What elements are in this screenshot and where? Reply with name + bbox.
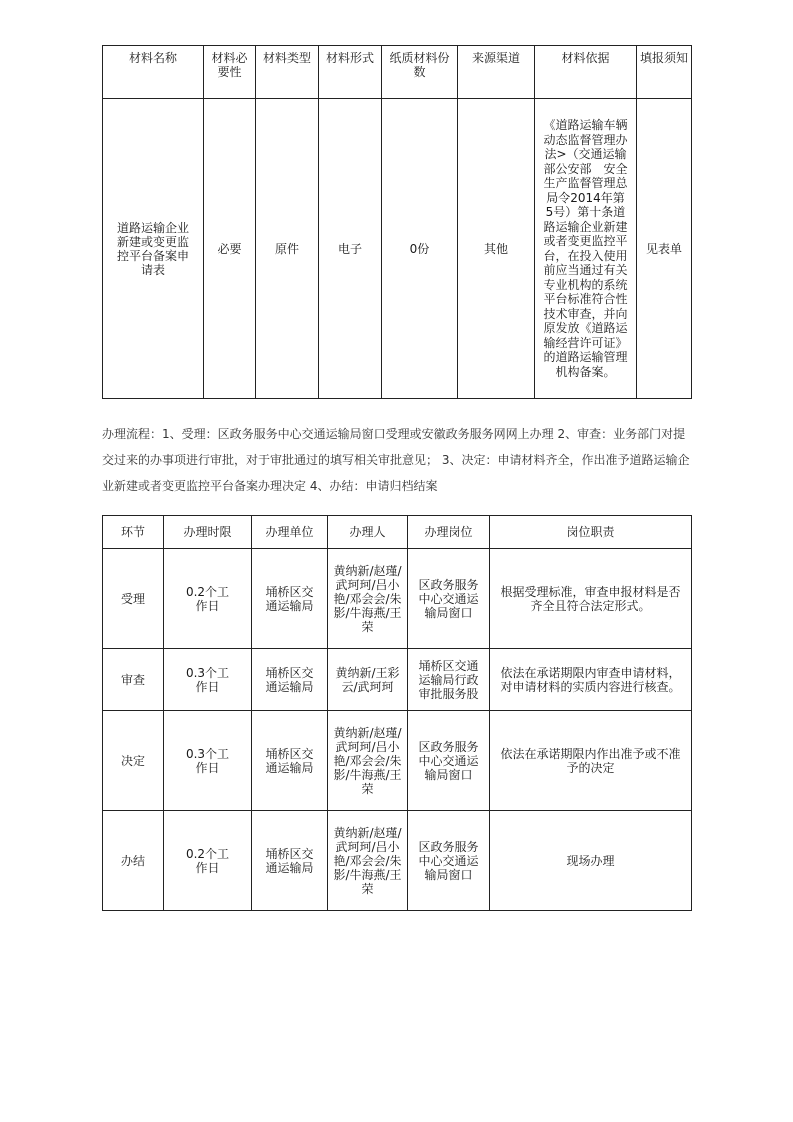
materials-table <box>102 45 692 399</box>
material-basis: 《道路运输车辆动态监督管理办法>（交通运输部公安部 安全生产监督管理总局令2014年第5号）第十条道路运输企业新建或者变更监控平台，在投入使用前应当通过有关专业机构的系统平台标准符合性技术审查，并向原发放《道路运输经营许可证》的道路运输管理机构备案。 <box>535 99 637 399</box>
step-post: 埇桥区交通运输局行政审批服务股 <box>408 649 490 711</box>
step-duty: 根据受理标准，审查申报材料是否齐全且符合法定形式。 <box>490 549 692 649</box>
material-type: 原件 <box>256 99 319 399</box>
step-unit: 埇桥区交通运输局 <box>252 649 328 711</box>
header-necessity: 材料必要性 <box>204 46 256 99</box>
table-row <box>103 811 692 911</box>
material-form: 电子 <box>319 99 382 399</box>
material-notes: 见表单 <box>637 99 692 399</box>
step-stage: 受理 <box>103 549 164 649</box>
step-duty: 依法在承诺期限内作出准予或不准予的决定 <box>490 711 692 811</box>
header-stage: 环节 <box>103 516 164 549</box>
header-duty: 岗位职责 <box>490 516 692 549</box>
step-unit: 埇桥区交通运输局 <box>252 711 328 811</box>
step-post: 区政务服务中心交通运输局窗口 <box>408 811 490 911</box>
header-post: 办理岗位 <box>408 516 490 549</box>
material-paper-copies: 0份 <box>382 99 458 399</box>
step-stage: 审查 <box>103 649 164 711</box>
material-name: 道路运输企业新建或变更监控平台备案申请表 <box>103 99 204 399</box>
header-basis: 材料依据 <box>535 46 637 99</box>
step-unit: 埇桥区交通运输局 <box>252 549 328 649</box>
step-stage: 办结 <box>103 811 164 911</box>
step-duty: 依法在承诺期限内审查申请材料，对申请材料的实质内容进行核查。 <box>490 649 692 711</box>
steps-header-row <box>103 516 692 549</box>
step-handler: 黄纳新/赵瑾/武珂珂/吕小艳/邓会会/朱影/牛海燕/王荣 <box>328 549 408 649</box>
table-row <box>103 99 692 399</box>
process-steps-table <box>102 515 692 911</box>
step-stage: 决定 <box>103 711 164 811</box>
step-unit: 埇桥区交通运输局 <box>252 811 328 911</box>
material-necessity: 必要 <box>204 99 256 399</box>
header-material-type: 材料类型 <box>256 46 319 99</box>
process-description: 办理流程：1、受理：区政务服务中心交通运输局窗口受理或安徽政务服务网网上办理 2、审查：业务部门对提交过来的办事项进行审批，对于审批通过的填写相关审批意见； 3、决定：申请材料齐全，作出准予道路运输企业新建或者变更监控平台备案办理决定 4、办结：申请归档结案 <box>102 427 690 493</box>
step-time-limit: 0.3个工作日 <box>164 649 252 711</box>
step-time-limit: 0.2个工作日 <box>164 811 252 911</box>
step-handler: 黄纳新/王彩云/武珂珂 <box>328 649 408 711</box>
step-handler: 黄纳新/赵瑾/武珂珂/吕小艳/邓会会/朱影/牛海燕/王荣 <box>328 711 408 811</box>
step-time-limit: 0.2个工作日 <box>164 549 252 649</box>
table-row <box>103 711 692 811</box>
step-post: 区政务服务中心交通运输局窗口 <box>408 549 490 649</box>
header-material-name: 材料名称 <box>103 46 204 99</box>
step-duty: 现场办理 <box>490 811 692 911</box>
step-time-limit: 0.3个工作日 <box>164 711 252 811</box>
table-row <box>103 549 692 649</box>
header-handler: 办理人 <box>328 516 408 549</box>
header-time-limit: 办理时限 <box>164 516 252 549</box>
step-post: 区政务服务中心交通运输局窗口 <box>408 711 490 811</box>
header-source: 来源渠道 <box>458 46 535 99</box>
header-paper-copies: 纸质材料份数 <box>382 46 458 99</box>
header-material-form: 材料形式 <box>319 46 382 99</box>
material-source: 其他 <box>458 99 535 399</box>
table-row <box>103 649 692 711</box>
header-unit: 办理单位 <box>252 516 328 549</box>
step-handler: 黄纳新/赵瑾/武珂珂/吕小艳/邓会会/朱影/牛海燕/王荣 <box>328 811 408 911</box>
materials-header-row <box>103 46 692 99</box>
header-notes: 填报须知 <box>637 46 692 99</box>
